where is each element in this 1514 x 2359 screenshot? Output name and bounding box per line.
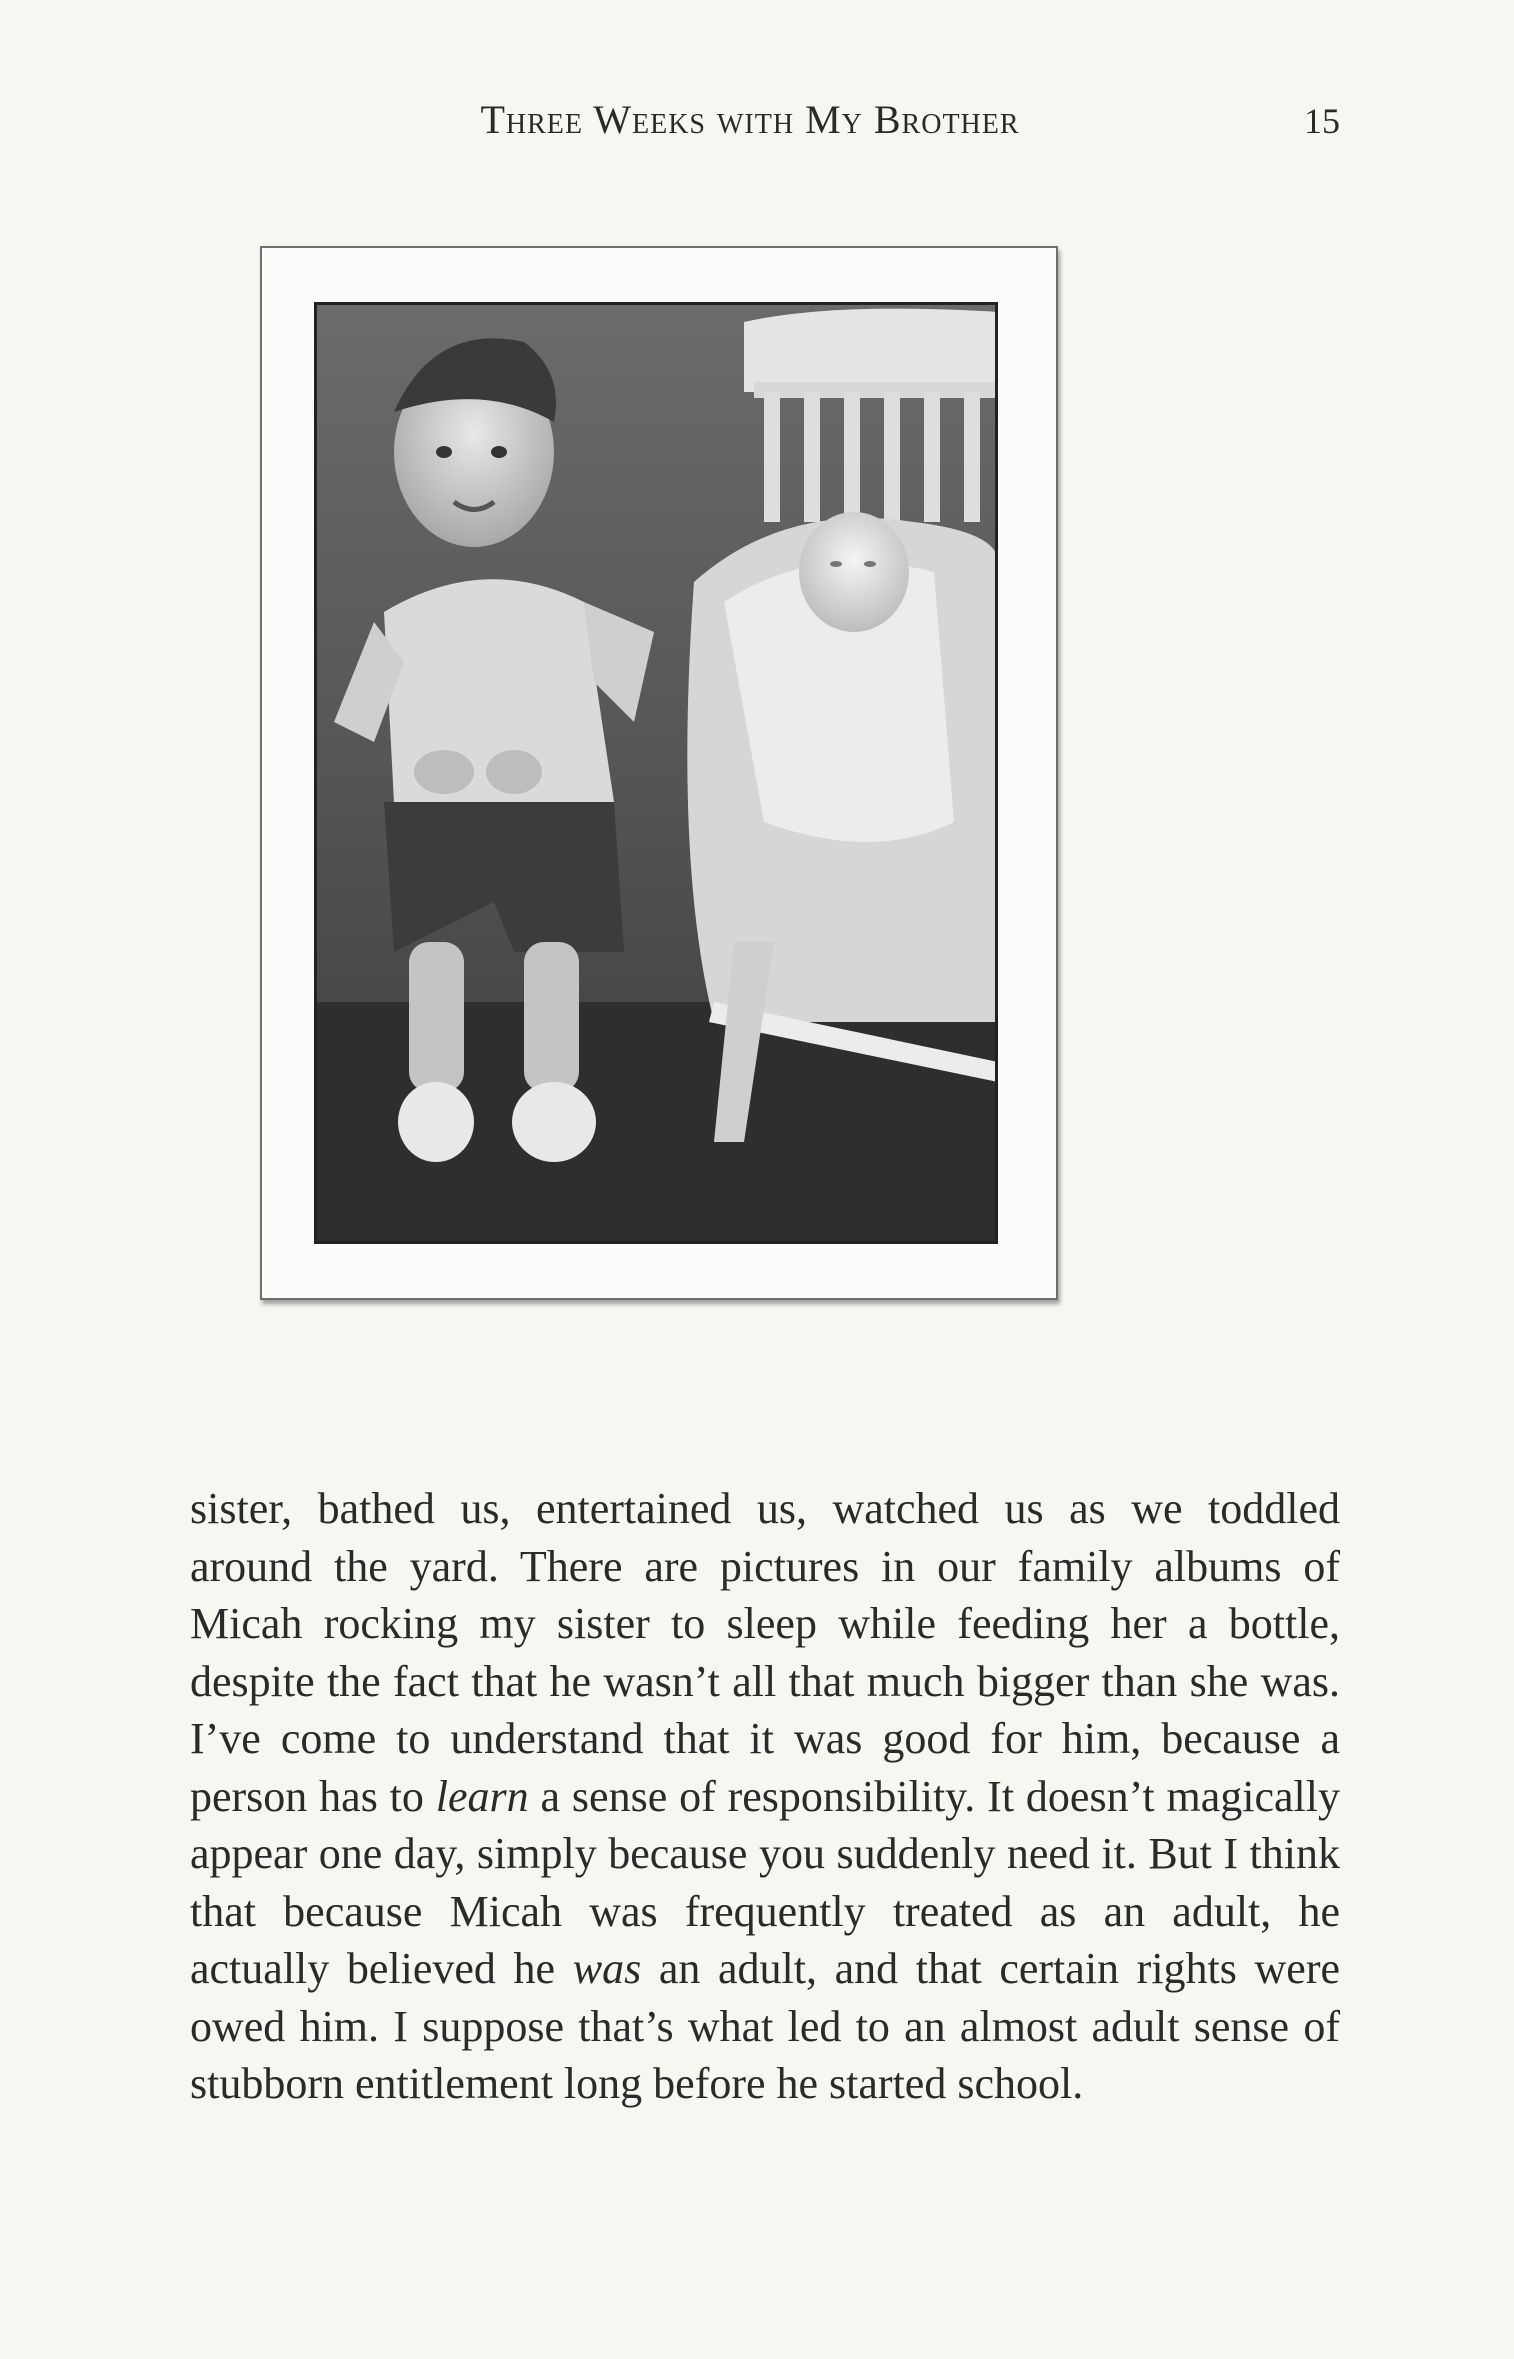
page-number: 15 xyxy=(1304,101,1340,141)
body-text-segment-1: sister, bathed us, entertained us, watched us as we toddled around the yard. There are pictures in our family albums of Micah rocking my sister to sleep while feeding her a bottle, despite the fact that he wasn’t all that much bigger than she was. I’ve come to understand that it was good for him, because a person has to xyxy=(190,1484,1340,1821)
family-photo-icon xyxy=(314,302,998,1244)
running-title: Three Weeks with My Brother xyxy=(480,97,1020,142)
emphasis-was: was xyxy=(572,1944,642,1993)
family-photo xyxy=(314,302,998,1244)
running-head xyxy=(190,96,1340,156)
emphasis-learn: learn xyxy=(435,1771,529,1821)
photo-frame xyxy=(260,246,1058,1300)
body-paragraph xyxy=(190,1480,1340,2113)
body-text-segment-3: an adult, and that certain rights were owed him. I suppose that’s what led to an almost adult sense of stubborn entitlement long before he started school. xyxy=(190,1944,1341,2108)
body-text-segment-2: a sense of responsibility. It doesn’t magically appear one day, simply because you suddenly need it. But I think that because Micah was frequently treated as an adult, he actually believed he xyxy=(190,1771,1340,1993)
